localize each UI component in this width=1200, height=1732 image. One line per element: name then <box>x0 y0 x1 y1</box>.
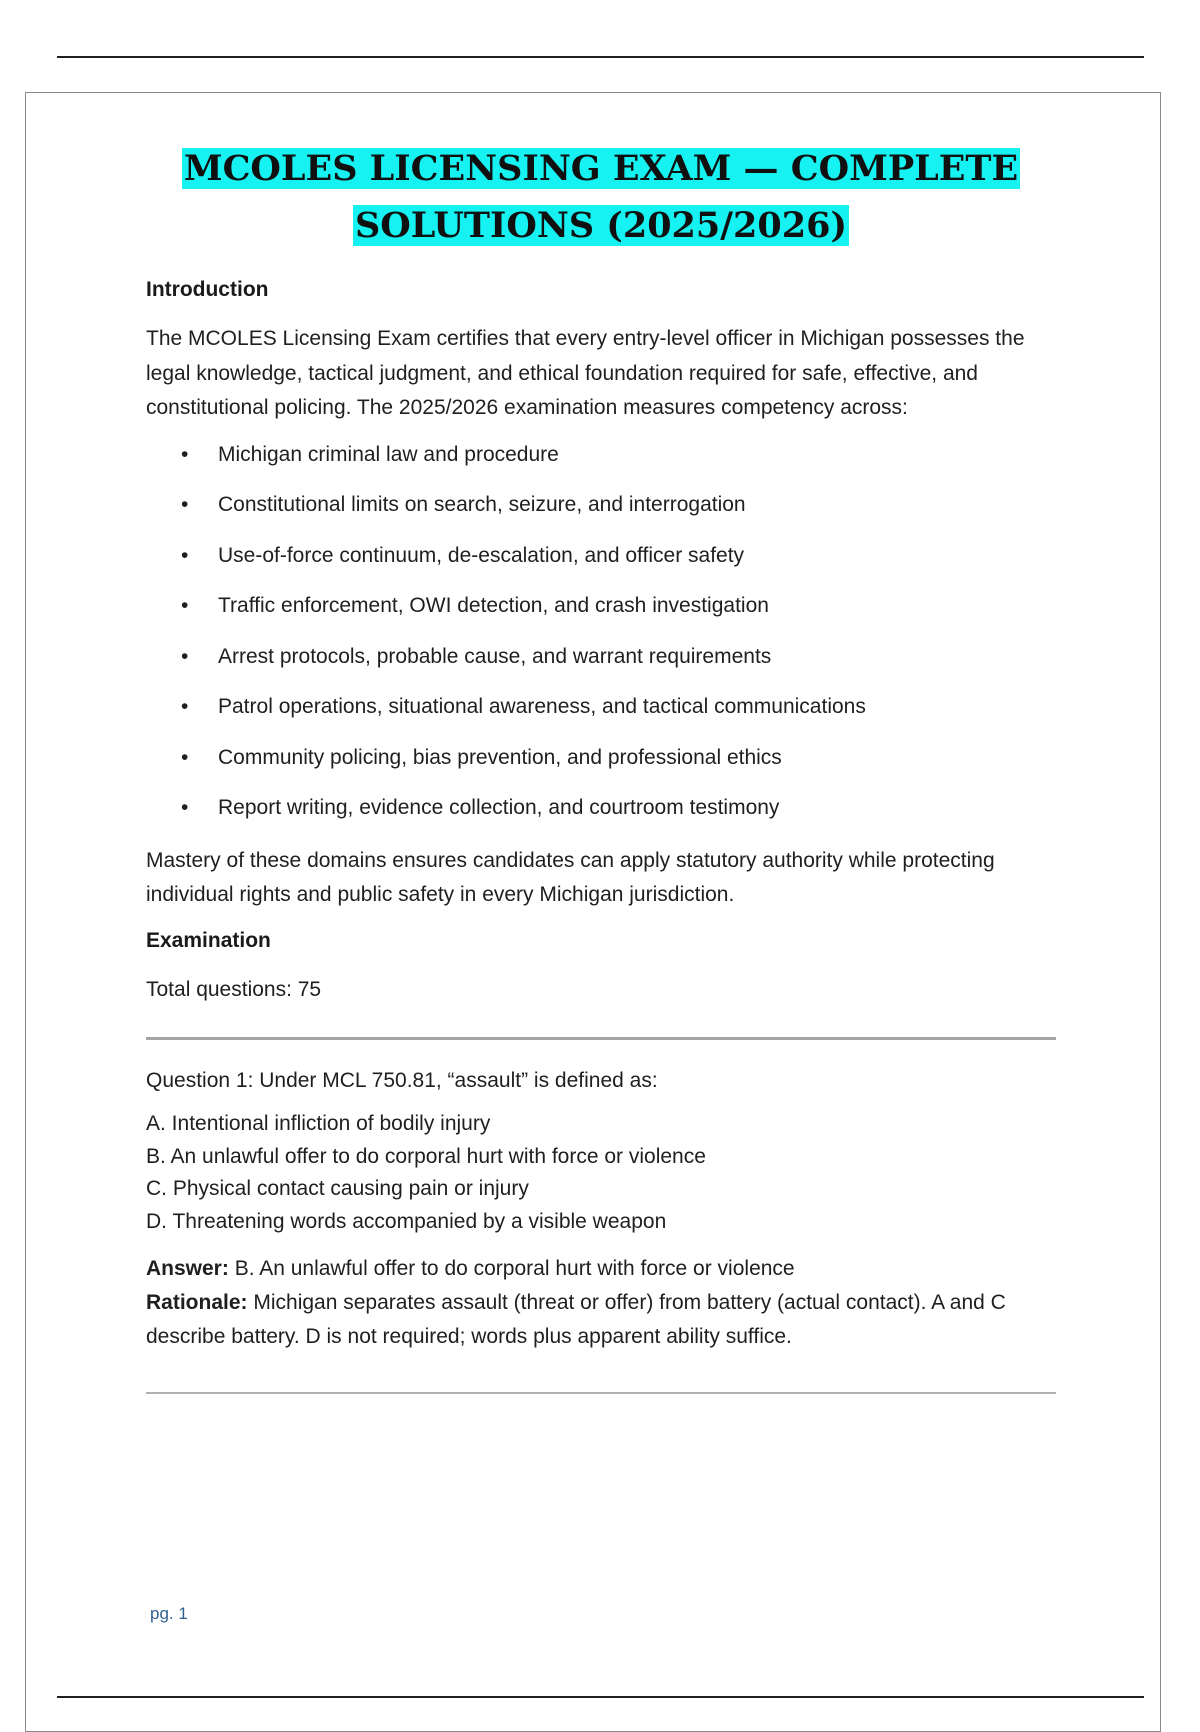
list-item-text: Use-of-force continuum, de-escalation, and officer safety <box>218 543 745 567</box>
option-d: D. Threatening words accompanied by a visible weapon <box>146 1209 667 1233</box>
bullet-icon: • <box>181 644 189 668</box>
list-item-text: Constitutional limits on search, seizure, and interrogation <box>218 493 746 516</box>
list-item <box>146 793 1056 823</box>
option-a: A. Intentional infliction of bodily injury <box>146 1112 491 1135</box>
page-number: pg. 1 <box>150 1604 188 1623</box>
list-item-text: Report writing, evidence collection, and courtroom testimony <box>218 796 780 819</box>
list-item-text: Traffic enforcement, OWI detection, and crash investigation <box>218 594 769 617</box>
footer-rule <box>57 1696 1144 1698</box>
intro-paragraph: The MCOLES Licensing Exam certifies that every entry-level officer in Michigan possesses the legal knowledge, tactical judgment, and ethical foundation required for safe, effective, and constitutional policing. The 2025/2026 examination measures competency across: <box>146 327 1025 419</box>
question-divider <box>146 1392 1056 1394</box>
rationale-line <box>146 1286 1056 1354</box>
document-title <box>146 140 1056 254</box>
title-line-1: MCOLES LICENSING EXAM — COMPLETE <box>183 148 1019 189</box>
intro-heading: Introduction <box>146 278 269 301</box>
total-questions: Total questions: 75 <box>146 977 322 1001</box>
list-item-text: Patrol operations, situational awareness, and tactical communications <box>218 695 866 718</box>
answer-text: B. An unlawful offer to do corporal hurt with force or violence <box>228 1257 795 1280</box>
list-item <box>146 743 1056 773</box>
list-item-text: Arrest protocols, probable cause, and warrant requirements <box>218 644 772 668</box>
list-item <box>146 440 1056 470</box>
list-item <box>146 692 1056 722</box>
question-1-answer-block <box>146 1252 1056 1354</box>
bullet-icon: • <box>181 796 189 819</box>
exam-heading: Examination <box>146 928 271 952</box>
answer-line <box>146 1252 1056 1286</box>
list-item-text: Community policing, bias prevention, and professional ethics <box>218 745 782 769</box>
list-item-text: Michigan criminal law and procedure <box>218 442 559 466</box>
rationale-text: Michigan separates assault (threat or offer) from battery (actual contact). A and C describe battery. D is not required; words plus apparent ability suffice. <box>146 1291 1006 1348</box>
bullet-icon: • <box>181 442 189 466</box>
option-b: B. An unlawful offer to do corporal hurt with force or violence <box>146 1144 706 1168</box>
competency-list <box>146 440 1056 824</box>
bullet-icon: • <box>181 543 189 567</box>
title-line-2: SOLUTIONS (2025/2026) <box>354 205 848 246</box>
list-item <box>146 591 1056 621</box>
question-1-options <box>146 1108 1056 1238</box>
header-rule <box>57 56 1144 58</box>
bullet-icon: • <box>181 594 189 617</box>
question-1-prompt: Question 1: Under MCL 750.81, “assault” is defined as: <box>146 1069 658 1092</box>
list-item <box>146 541 1056 571</box>
list-item <box>146 642 1056 672</box>
bullet-icon: • <box>181 745 189 769</box>
section-divider <box>146 1037 1056 1040</box>
list-item <box>146 490 1056 520</box>
bullet-icon: • <box>181 493 189 516</box>
mastery-paragraph: Mastery of these domains ensures candidates can apply statutory authority while protecting individual rights and public safety in every Michigan jurisdiction. <box>146 848 995 906</box>
rationale-label: Rationale: <box>146 1291 248 1314</box>
bullet-icon: • <box>181 695 189 718</box>
option-c: C. Physical contact causing pain or injury <box>146 1177 529 1200</box>
answer-label: Answer: <box>146 1257 229 1280</box>
document-body <box>146 140 1056 1394</box>
